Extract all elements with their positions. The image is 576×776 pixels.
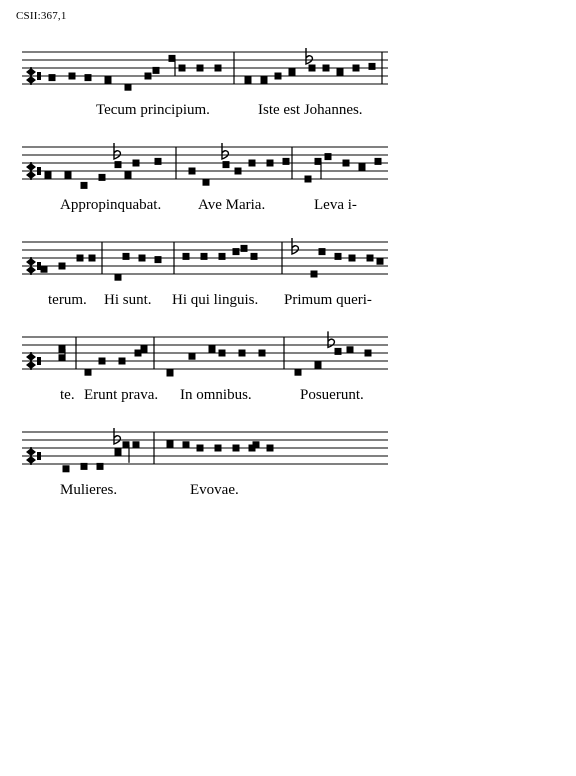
neume-note: [267, 445, 274, 452]
neume-note: [123, 253, 130, 260]
neume-note: [315, 362, 322, 369]
neume-note: [69, 73, 76, 80]
neume-note: [335, 348, 342, 355]
clef-diamond: [26, 163, 36, 171]
lyric-segment: te.: [60, 387, 75, 403]
flat-sign: [114, 143, 120, 159]
neume-note: [77, 255, 84, 262]
lyric-segment: Iste est Johannes.: [258, 102, 363, 118]
neume-note: [377, 258, 384, 265]
page-reference: CSII:367,1: [16, 10, 67, 22]
neume-note: [41, 266, 48, 273]
clef-square: [37, 72, 41, 80]
clef-diamond: [26, 448, 36, 456]
clef-square: [37, 262, 41, 270]
lyrics-line-4: [22, 387, 388, 409]
neume-note: [119, 358, 126, 365]
neume-note: [49, 74, 56, 81]
neume-note: [81, 182, 88, 189]
neume-note: [97, 463, 104, 470]
neume-note: [215, 65, 222, 72]
lyric-segment: Mulieres.: [60, 482, 118, 498]
lyric-segment: Posuerunt.: [300, 387, 364, 403]
neume-note: [99, 174, 106, 181]
neume-note: [323, 65, 330, 72]
neume-note: [311, 271, 318, 278]
lyric-segment: In omnibus.: [180, 387, 252, 403]
neume-note: [251, 253, 258, 260]
clef-diamond: [26, 456, 36, 464]
lyric-segment: Ave Maria.: [198, 197, 266, 213]
neume-note: [239, 350, 246, 357]
neume-note: [59, 354, 66, 361]
clef-diamond: [26, 353, 36, 361]
neume-note: [233, 248, 240, 255]
neume-note: [253, 441, 260, 448]
neume-note: [349, 255, 356, 262]
chant-system-5: [22, 422, 388, 512]
neume-note: [209, 346, 216, 353]
neume-note: [215, 445, 222, 452]
lyrics-line-2: [22, 197, 388, 219]
staff-3: [22, 232, 388, 290]
neume-note: [289, 69, 296, 76]
neume-note: [353, 65, 360, 72]
flat-sign: [114, 428, 120, 444]
neume-note: [305, 176, 312, 183]
lyric-segment: Primum queri-: [284, 292, 372, 308]
neume-note: [235, 168, 242, 175]
lyrics-line-5: [22, 482, 388, 504]
lyric-segment: terum.: [48, 292, 87, 308]
neume-note: [223, 161, 230, 168]
neume-note: [325, 153, 332, 160]
neume-note: [267, 160, 274, 167]
neume-note: [183, 441, 190, 448]
neume-note: [197, 65, 204, 72]
chant-system-3: [22, 232, 388, 322]
flat-sign: [292, 238, 298, 254]
flat-sign: [306, 48, 312, 64]
lyrics-line-3: [22, 292, 388, 314]
neume-note: [203, 179, 210, 186]
neume-note: [59, 263, 66, 270]
neume-note: [133, 441, 140, 448]
neume-note: [365, 350, 372, 357]
lyric-segment: Appropinquabat.: [60, 197, 162, 213]
neume-note: [45, 172, 52, 179]
neume-note: [337, 69, 344, 76]
neume-note: [335, 253, 342, 260]
neume-note: [63, 465, 70, 472]
neume-note: [155, 256, 162, 263]
neume-note: [197, 445, 204, 452]
neume-note: [135, 350, 142, 357]
clef-diamond: [26, 266, 36, 274]
neume-note: [189, 353, 196, 360]
neume-note: [275, 73, 282, 80]
neume-note: [241, 245, 248, 252]
neume-note: [375, 158, 382, 165]
chant-system-4: [22, 327, 388, 417]
staff-2: [22, 137, 388, 195]
neume-note: [145, 73, 152, 80]
clef-diamond: [26, 68, 36, 76]
lyric-segment: Tecum principium.: [96, 102, 210, 118]
neume-note: [125, 172, 132, 179]
clef-diamond: [26, 76, 36, 84]
neume-note: [309, 65, 316, 72]
neume-note: [89, 255, 96, 262]
flat-sign: [222, 143, 228, 159]
neume-note: [179, 65, 186, 72]
staff-4: [22, 327, 388, 385]
neume-note: [115, 449, 122, 456]
neume-note: [139, 255, 146, 262]
neume-note: [115, 161, 122, 168]
neume-note: [167, 370, 174, 377]
chant-system-1: [22, 42, 388, 132]
clef-square: [37, 452, 41, 460]
clef-square: [37, 357, 41, 365]
neume-note: [85, 369, 92, 376]
lyric-segment: Leva i-: [314, 197, 357, 213]
neume-note: [343, 160, 350, 167]
neume-note: [219, 253, 226, 260]
clef-diamond: [26, 258, 36, 266]
clef-diamond: [26, 361, 36, 369]
neume-note: [105, 77, 112, 84]
neume-note: [245, 77, 252, 84]
neume-note: [99, 358, 106, 365]
chant-system-2: [22, 137, 388, 227]
neume-note: [367, 255, 374, 262]
staff-5: [22, 422, 388, 480]
neume-note: [259, 350, 266, 357]
neume-note: [249, 160, 256, 167]
neume-note: [261, 77, 268, 84]
lyric-segment: Evovae.: [190, 482, 239, 498]
neume-note: [155, 158, 162, 165]
neume-note: [283, 158, 290, 165]
neume-note: [369, 63, 376, 70]
neume-note: [133, 160, 140, 167]
lyric-segment: Erunt prava.: [84, 387, 159, 403]
neume-note: [319, 248, 326, 255]
neume-note: [65, 172, 72, 179]
lyric-segment: Hi qui linguis.: [172, 292, 259, 308]
neume-note: [295, 369, 302, 376]
neume-note: [167, 441, 174, 448]
neume-note: [115, 274, 122, 281]
lyrics-line-1: [22, 102, 388, 124]
clef-square: [37, 167, 41, 175]
neume-note: [201, 253, 208, 260]
neume-note: [347, 346, 354, 353]
neume-note: [219, 350, 226, 357]
lyric-segment: Hi sunt.: [104, 292, 152, 308]
neume-note: [153, 67, 160, 74]
neume-note: [183, 253, 190, 260]
neume-note: [233, 445, 240, 452]
neume-note: [125, 84, 132, 91]
clef-diamond: [26, 171, 36, 179]
neume-note: [141, 346, 148, 353]
neume-note: [85, 74, 92, 81]
neume-note: [359, 164, 366, 171]
neume-note: [189, 168, 196, 175]
neume-note: [81, 463, 88, 470]
staff-1: [22, 42, 388, 100]
